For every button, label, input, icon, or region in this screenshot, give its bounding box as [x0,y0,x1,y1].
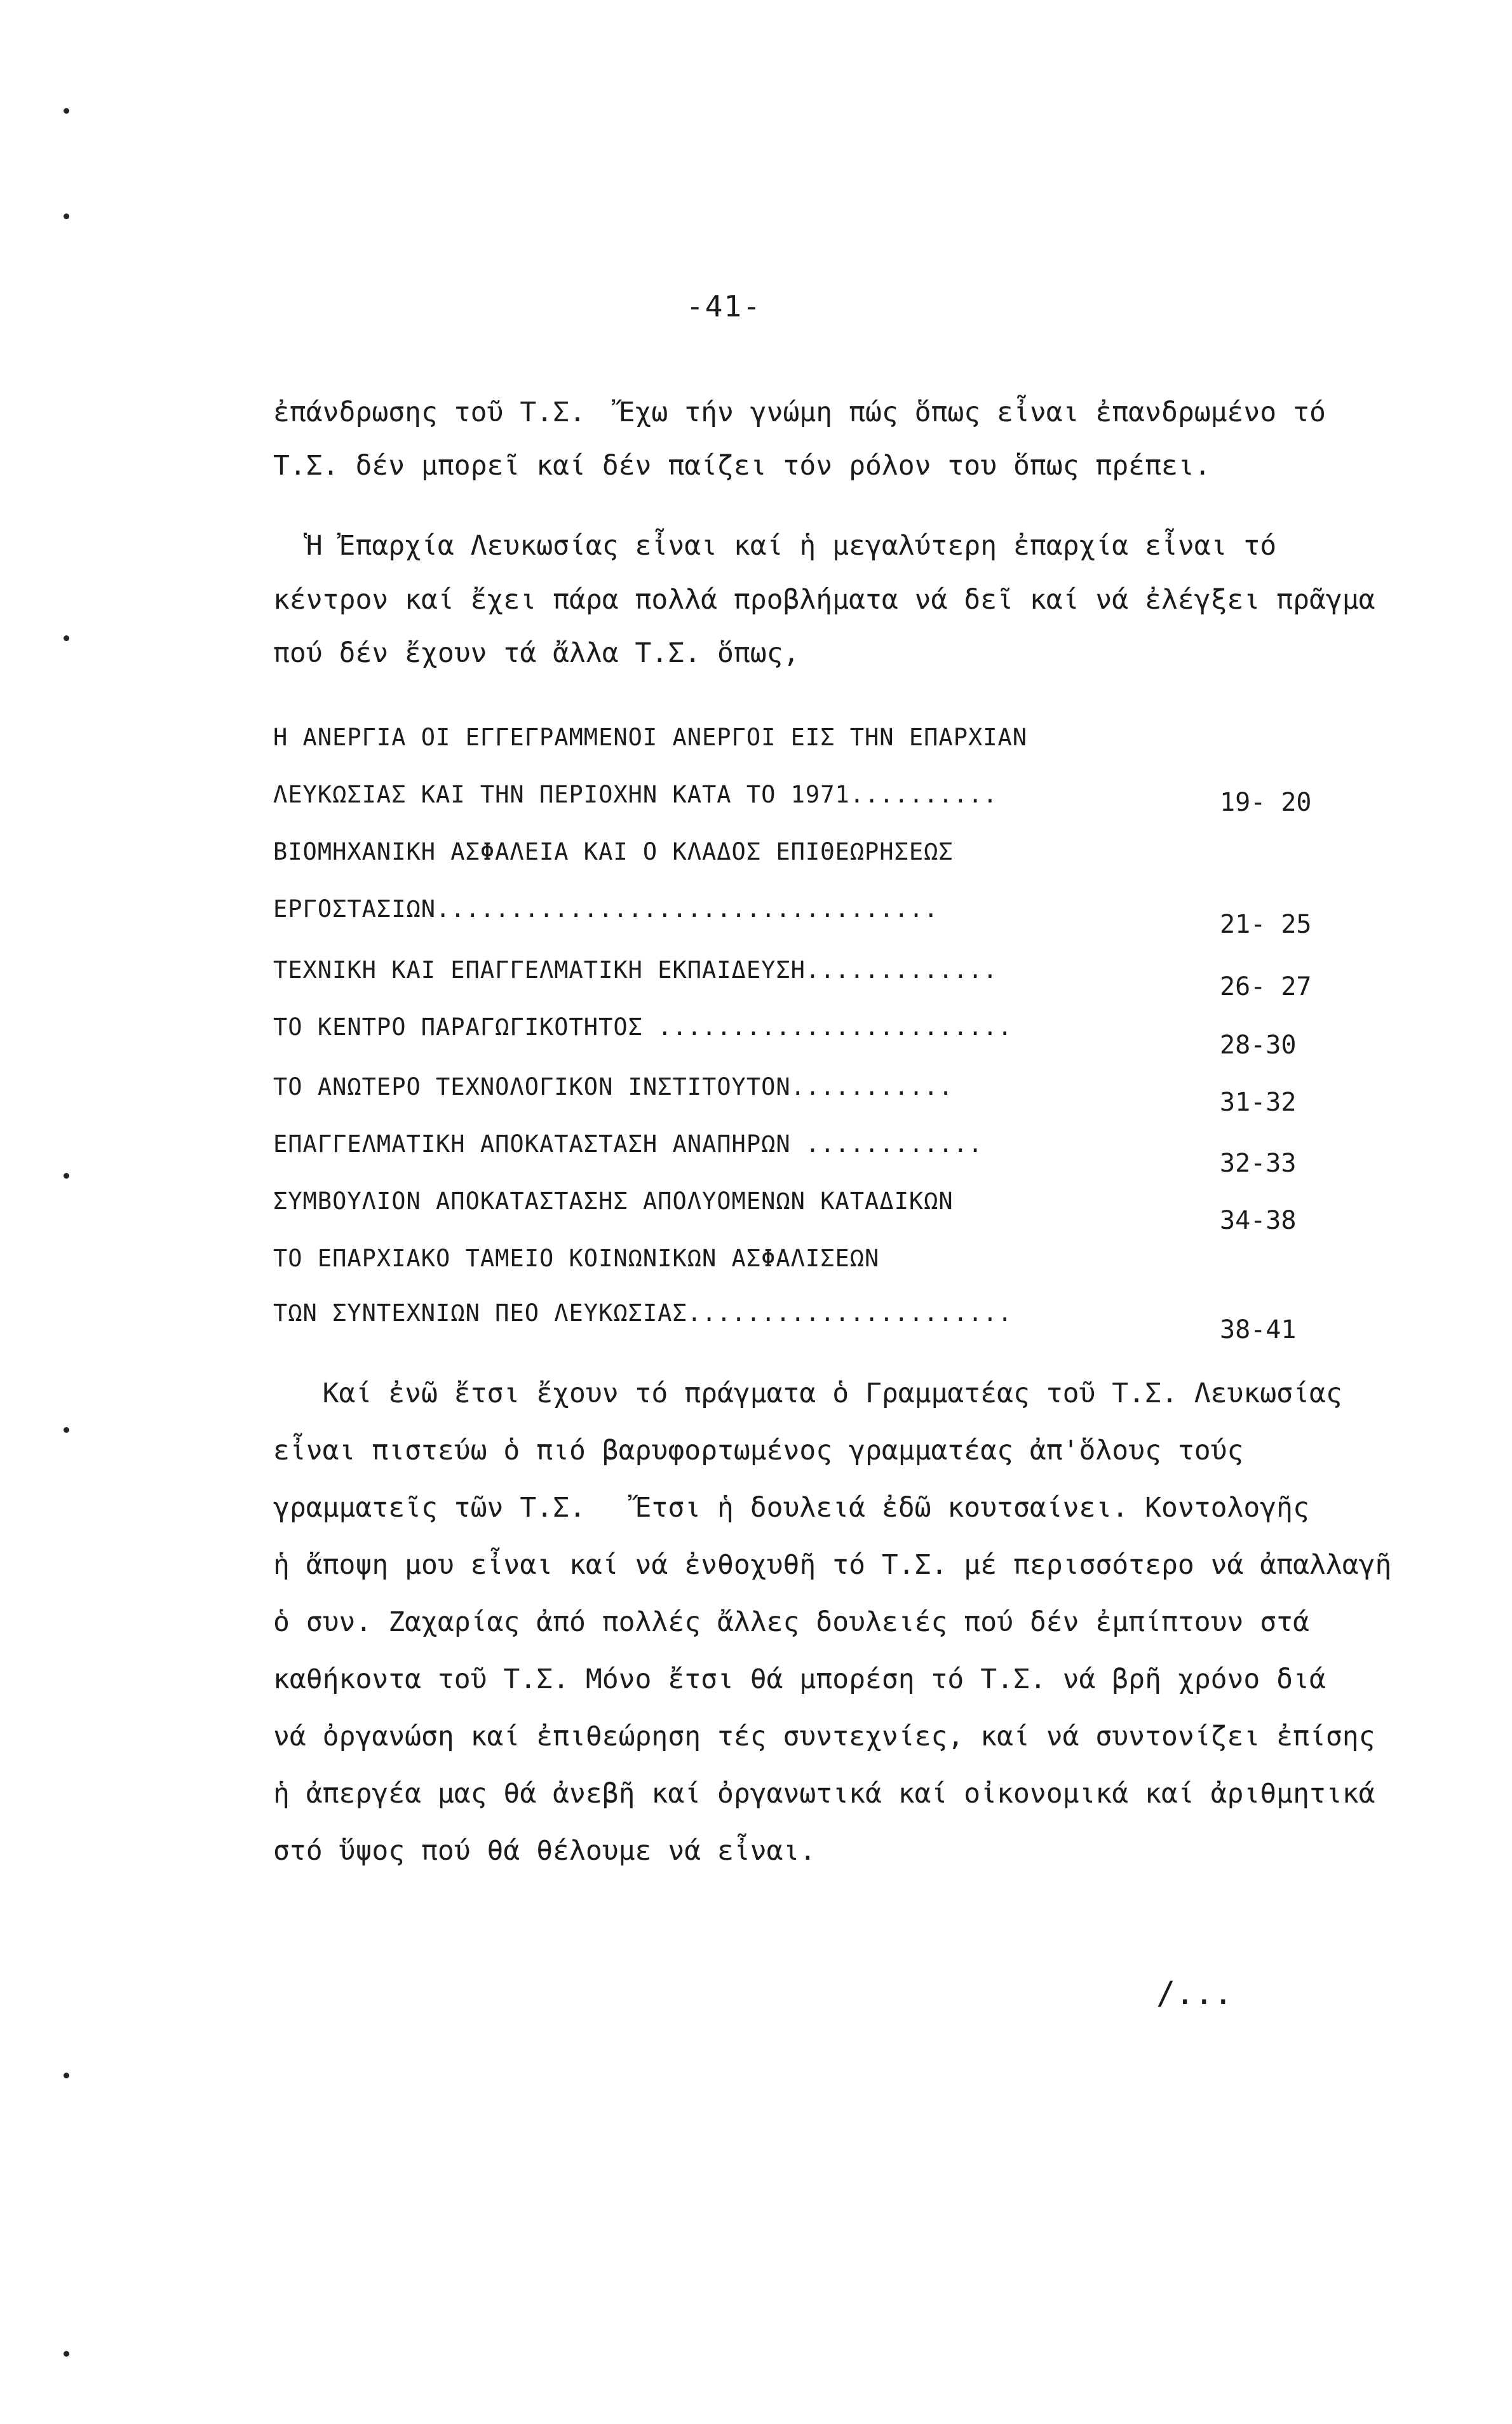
toc-entry-8-pages: 38-41 [1220,1315,1297,1344]
toc-entry-7: ΣΥΜΒΟΥΛΙΟΝ ΑΠΟΚΑΤΑΣΤΑΣΗΣ ΑΠΟΛΥΟΜΕΝΩΝ ΚΑΤΑΔΙΚΩΝ [273,1188,954,1215]
page-number: -41- [686,289,762,323]
margin-dot [64,1427,69,1433]
toc-entry-1-pages: 19- 20 [1220,788,1312,817]
paragraph-3-line-4: ἡ ἄποψη μου εἶναι καί νά ἐνθοχυθῆ τό Τ.Σ. μέ περισσότερο νά ἀπαλλαγῆ [273,1549,1392,1581]
toc-entry-8-line-1: ΤΟ ΕΠΑΡΧΙΑΚΟ ΤΑΜΕΙΟ ΚΟΙΝΩΝΙΚΩΝ ΑΣΦΑΛΙΣΕΩΝ [273,1245,880,1272]
toc-entry-6: ΕΠΑΓΓΕΛΜΑΤΙΚΗ ΑΠΟΚΑΤΑΣΤΑΣΗ ΑΝΑΠΗΡΩΝ ............ [273,1130,983,1158]
toc-entry-8-line-2: ΤΩΝ ΣΥΝΤΕΧΝΙΩΝ ΠΕΟ ΛΕΥΚΩΣΙΑΣ...................... [273,1299,1013,1327]
toc-entry-1-line-1: Η ΑΝΕΡΓΙΑ ΟΙ ΕΓΓΕΓΡΑΜΜΕΝΟΙ ΑΝΕΡΓΟΙ ΕΙΣ ΤΗΝ ΕΠΑΡΧΙΑΝ [273,724,1028,751]
toc-entry-3: ΤΕΧΝΙΚΗ ΚΑΙ ΕΠΑΓΓΕΛΜΑΤΙΚΗ ΕΚΠΑΙΔΕΥΣΗ............. [273,956,998,984]
paragraph-3-line-8: ἡ ἀπεργέα μας θά ἀνεβῆ καί ὀργανωτικά καί οἰκονομικά καί ἀριθμητικά [273,1778,1375,1810]
margin-dot [64,2351,69,2357]
margin-dot [64,2073,69,2078]
toc-entry-4: ΤΟ ΚΕΝΤΡΟ ΠΑΡΑΓΩΓΙΚΟΤΗΤΟΣ ........................ [273,1013,1013,1041]
toc-entry-5: ΤΟ ΑΝΩΤΕΡΟ ΤΕΧΝΟΛΟΓΙΚΟΝ ΙΝΣΤΙΤΟΥΤΟΝ........... [273,1073,954,1100]
margin-dot [64,213,69,219]
paragraph-3-line-7: νά ὀργανώση καί ἐπιθεώρηση τές συντεχνίες, καί νά συντονίζει ἐπίσης [273,1721,1375,1752]
paragraph-3-line-2: εἶναι πιστεύω ὁ πιό βαρυφορτωμένος γραμματέας ἀπ'ὅλους τούς [273,1435,1244,1466]
margin-dot [64,635,69,641]
paragraph-1-line-1: ἐπάνδρωσης τοῦ Τ.Σ. Ἔχω τήν γνώμη πώς ὅπως εἶναι ἐπανδρωμένο τό [273,396,1326,428]
paragraph-1-line-2: Τ.Σ. δέν μπορεῖ καί δέν παίζει τόν ρόλον του ὅπως πρέπει. [273,450,1211,482]
paragraph-3-line-3: γραμματεῖς τῶν Τ.Σ. Ἔτσι ἡ δουλειά ἐδῶ κουτσαίνει. Κοντολογῆς [273,1492,1309,1524]
paragraph-2-line-3: πού δέν ἔχουν τά ἄλλα Τ.Σ. ὅπως, [273,637,800,669]
toc-entry-2-line-2: ΕΡΓΟΣΤΑΣΙΩΝ.................................. [273,895,939,923]
toc-entry-3-pages: 26- 27 [1220,972,1312,1001]
paragraph-2-line-1: Ἡ Ἐπαρχία Λευκωσίας εἶναι καί ἡ μεγαλύτερη ἐπαρχία εἶναι τό [273,530,1277,562]
toc-entry-6-pages: 32-33 [1220,1149,1297,1178]
margin-dot [64,1173,69,1179]
toc-entry-7-pages: 34-38 [1220,1206,1297,1235]
paragraph-2-line-2: κέντρον καί ἔχει πάρα πολλά προβλήματα νά δεῖ καί νά ἐλέγξει πρᾶγμα [273,584,1375,616]
toc-entry-4-pages: 28-30 [1220,1031,1297,1060]
paragraph-3-line-1: Καί ἐνῶ ἔτσι ἔχουν τό πράγματα ὁ Γραμματέας τοῦ Τ.Σ. Λευκωσίας [273,1378,1342,1409]
toc-entry-2-pages: 21- 25 [1220,910,1312,939]
paragraph-3-line-5: ὁ συν. Ζαχαρίας ἀπό πολλές ἄλλες δουλειές πού δέν ἐμπίπτουν στά [273,1606,1309,1638]
continuation-mark: /... [1156,1975,1233,2012]
paragraph-3-line-9: στό ὕψος πού θά θέλουμε νά εἶναι. [273,1835,816,1867]
toc-entry-1-line-2: ΛΕΥΚΩΣΙΑΣ ΚΑΙ ΤΗΝ ΠΕΡΙΟΧΗΝ ΚΑΤΑ ΤΟ 1971.......... [273,781,998,808]
toc-entry-2-line-1: ΒΙΟΜΗΧΑΝΙΚΗ ΑΣΦΑΛΕΙΑ ΚΑΙ Ο ΚΛΑΔΟΣ ΕΠΙΘΕΩΡΗΣΕΩΣ [273,838,954,865]
toc-entry-5-pages: 31-32 [1220,1088,1297,1117]
paragraph-3-line-6: καθήκοντα τοῦ Τ.Σ. Μόνο ἔτσι θά μπορέση τό Τ.Σ. νά βρῆ χρόνο διά [273,1663,1326,1695]
margin-dot [64,108,69,114]
